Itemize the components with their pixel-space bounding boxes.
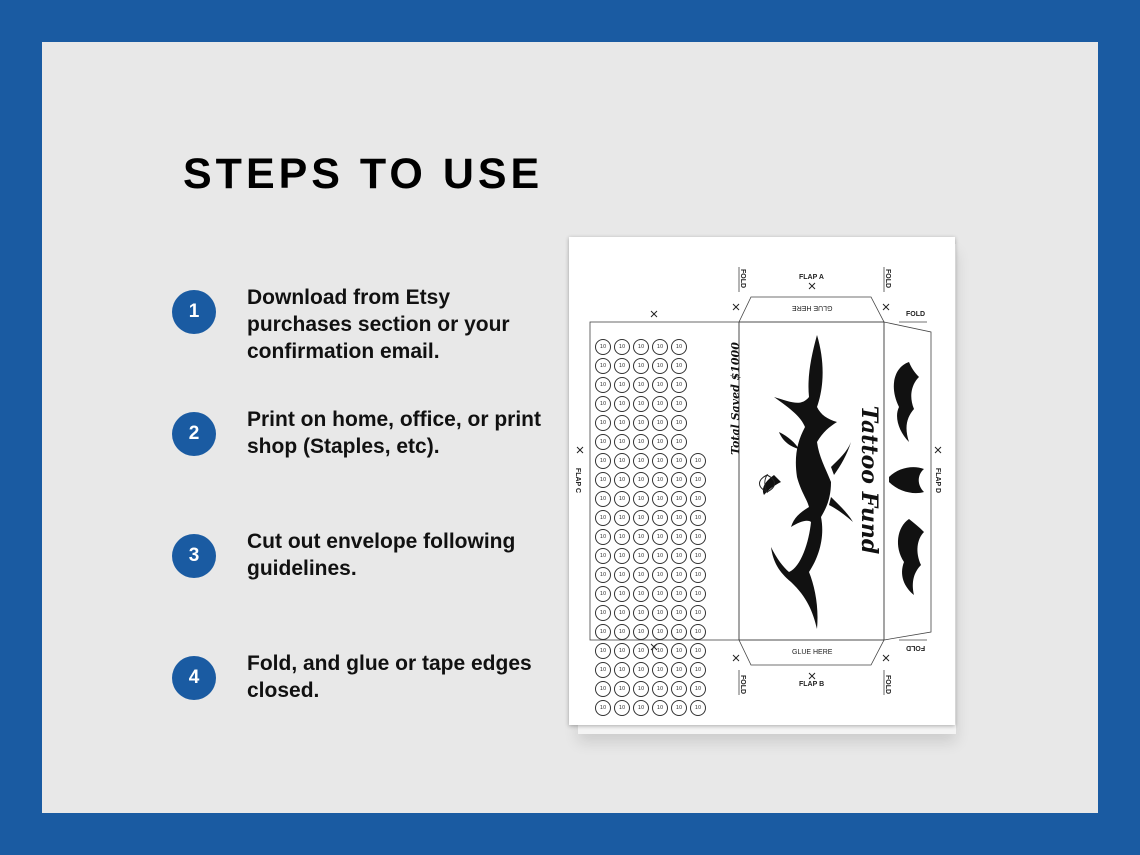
savings-coin: 10	[652, 472, 668, 488]
savings-coin: 10	[671, 700, 687, 716]
tribal-ornament	[889, 362, 924, 595]
savings-coin: 10	[633, 681, 649, 697]
savings-coin: 10	[633, 529, 649, 545]
savings-coin: 10	[652, 700, 668, 716]
step-text: Fold, and glue or tape edges closed.	[247, 652, 532, 702]
savings-coin: 10	[614, 472, 630, 488]
savings-coin: 10	[690, 567, 706, 583]
savings-coin: 10	[690, 586, 706, 602]
savings-coin: 10	[614, 662, 630, 678]
savings-coin: 10	[633, 605, 649, 621]
savings-coin: 10	[595, 681, 611, 697]
savings-coin: 10	[652, 358, 668, 374]
savings-coin: 10	[652, 662, 668, 678]
step-number-badge: 3	[172, 534, 216, 578]
savings-coin: 10	[671, 624, 687, 640]
fold-label: FOLD	[884, 674, 892, 695]
savings-coin: 10	[614, 567, 630, 583]
savings-coin: 10	[652, 453, 668, 469]
savings-coin: 10	[595, 643, 611, 659]
savings-coin: 10	[690, 453, 706, 469]
savings-coin: 10	[652, 681, 668, 697]
savings-coin: 10	[690, 548, 706, 564]
tracker-spacer	[690, 358, 706, 374]
savings-coin: 10	[595, 586, 611, 602]
savings-coin: 10	[652, 434, 668, 450]
fold-label: FOLD	[739, 674, 747, 695]
savings-coin: 10	[671, 472, 687, 488]
flap-b-label: FLAP B	[799, 681, 825, 688]
savings-coin: 10	[614, 453, 630, 469]
flap-a-label: FLAP A	[799, 274, 824, 281]
savings-coin: 10	[595, 700, 611, 716]
savings-coin: 10	[633, 491, 649, 507]
savings-coin: 10	[671, 434, 687, 450]
savings-coin: 10	[690, 491, 706, 507]
savings-coin: 10	[671, 491, 687, 507]
savings-coin: 10	[652, 529, 668, 545]
tribal-ornament	[763, 335, 853, 629]
savings-coin: 10	[595, 434, 611, 450]
envelope-title: Tattoo Fund	[856, 405, 883, 555]
glue-here-top: GLUE HERE	[792, 304, 833, 311]
savings-coin: 10	[671, 339, 687, 355]
savings-coin: 10	[633, 434, 649, 450]
savings-coin: 10	[595, 358, 611, 374]
savings-coin: 10	[690, 662, 706, 678]
savings-coin: 10	[595, 396, 611, 412]
savings-coin: 10	[595, 662, 611, 678]
tracker-spacer	[690, 434, 706, 450]
step-text: Cut out envelope following guidelines.	[247, 530, 516, 580]
savings-coin: 10	[671, 548, 687, 564]
savings-coin: 10	[633, 643, 649, 659]
savings-coin: 10	[614, 415, 630, 431]
flap-d-label: FLAP D	[934, 467, 942, 494]
savings-coin: 10	[671, 662, 687, 678]
savings-coin: 10	[595, 510, 611, 526]
fold-label: FOLD	[884, 268, 892, 289]
step-number-badge: 2	[172, 412, 216, 456]
savings-coin: 10	[633, 339, 649, 355]
savings-coin: 10	[652, 491, 668, 507]
savings-coin: 10	[614, 434, 630, 450]
savings-coin: 10	[595, 529, 611, 545]
savings-coin: 10	[595, 377, 611, 393]
savings-coin: 10	[633, 472, 649, 488]
savings-coin: 10	[633, 453, 649, 469]
savings-coin: 10	[652, 339, 668, 355]
savings-coin: 10	[614, 643, 630, 659]
savings-coin: 10	[652, 415, 668, 431]
step-number-badge: 4	[172, 656, 216, 700]
tracker-spacer	[690, 396, 706, 412]
savings-coin: 10	[633, 396, 649, 412]
savings-coin: 10	[633, 624, 649, 640]
savings-coin: 10	[690, 681, 706, 697]
savings-coin: 10	[595, 339, 611, 355]
savings-coin: 10	[652, 510, 668, 526]
savings-coin: 10	[614, 681, 630, 697]
savings-coin: 10	[595, 567, 611, 583]
savings-coin: 10	[652, 377, 668, 393]
savings-coin: 10	[652, 396, 668, 412]
savings-coin: 10	[671, 643, 687, 659]
savings-coin: 10	[595, 472, 611, 488]
savings-coin: 10	[633, 700, 649, 716]
page-title: STEPS TO USE	[183, 150, 544, 198]
savings-coin: 10	[690, 624, 706, 640]
savings-coin: 10	[614, 605, 630, 621]
savings-coin: 10	[671, 605, 687, 621]
savings-coin: 10	[671, 681, 687, 697]
savings-coin: 10	[671, 377, 687, 393]
savings-coin: 10	[614, 339, 630, 355]
savings-coin: 10	[633, 510, 649, 526]
savings-coin: 10	[690, 700, 706, 716]
step-number-badge: 1	[172, 290, 216, 334]
savings-coin: 10	[595, 624, 611, 640]
fold-label: FOLD	[906, 311, 926, 318]
flap-c-label: FLAP C	[574, 467, 582, 494]
savings-coin: 10	[652, 548, 668, 564]
savings-coin: 10	[633, 358, 649, 374]
step-text: Download from Etsy purchases section or your confirmation email.	[247, 286, 510, 363]
savings-coin: 10	[690, 510, 706, 526]
savings-coin: 10	[671, 529, 687, 545]
savings-coin: 10	[614, 491, 630, 507]
fold-label: FOLD	[906, 644, 926, 651]
savings-coin: 10	[690, 472, 706, 488]
savings-coin: 10	[633, 586, 649, 602]
savings-coin: 10	[671, 453, 687, 469]
savings-coin: 10	[690, 529, 706, 545]
savings-coin: 10	[671, 586, 687, 602]
fold-label: FOLD	[739, 268, 747, 289]
savings-coin: 10	[652, 605, 668, 621]
savings-coin: 10	[671, 415, 687, 431]
savings-coin: 10	[652, 643, 668, 659]
savings-coin: 10	[633, 662, 649, 678]
savings-tracker-grid	[595, 339, 711, 711]
savings-coin: 10	[671, 567, 687, 583]
tracker-spacer	[690, 339, 706, 355]
savings-coin: 10	[614, 700, 630, 716]
tracker-spacer	[690, 415, 706, 431]
envelope-template-sheet	[569, 237, 955, 725]
savings-coin: 10	[633, 415, 649, 431]
savings-coin: 10	[595, 415, 611, 431]
savings-coin: 10	[671, 396, 687, 412]
savings-coin: 10	[595, 605, 611, 621]
savings-coin: 10	[614, 396, 630, 412]
savings-coin: 10	[614, 377, 630, 393]
savings-coin: 10	[614, 529, 630, 545]
savings-coin: 10	[671, 510, 687, 526]
savings-coin: 10	[652, 567, 668, 583]
savings-coin: 10	[595, 453, 611, 469]
savings-coin: 10	[633, 567, 649, 583]
savings-coin: 10	[614, 586, 630, 602]
tracker-title: Total Saved $1000	[728, 342, 742, 455]
savings-coin: 10	[633, 548, 649, 564]
savings-coin: 10	[614, 548, 630, 564]
savings-coin: 10	[595, 548, 611, 564]
step-text: Print on home, office, or print shop (Staples, etc).	[247, 408, 541, 458]
savings-coin: 10	[614, 510, 630, 526]
savings-coin: 10	[614, 358, 630, 374]
savings-coin: 10	[690, 643, 706, 659]
tracker-spacer	[690, 377, 706, 393]
savings-coin: 10	[614, 624, 630, 640]
savings-coin: 10	[690, 605, 706, 621]
savings-coin: 10	[652, 624, 668, 640]
savings-coin: 10	[633, 377, 649, 393]
glue-here-bottom: GLUE HERE	[792, 649, 833, 656]
savings-coin: 10	[595, 491, 611, 507]
savings-coin: 10	[671, 358, 687, 374]
savings-coin: 10	[652, 586, 668, 602]
